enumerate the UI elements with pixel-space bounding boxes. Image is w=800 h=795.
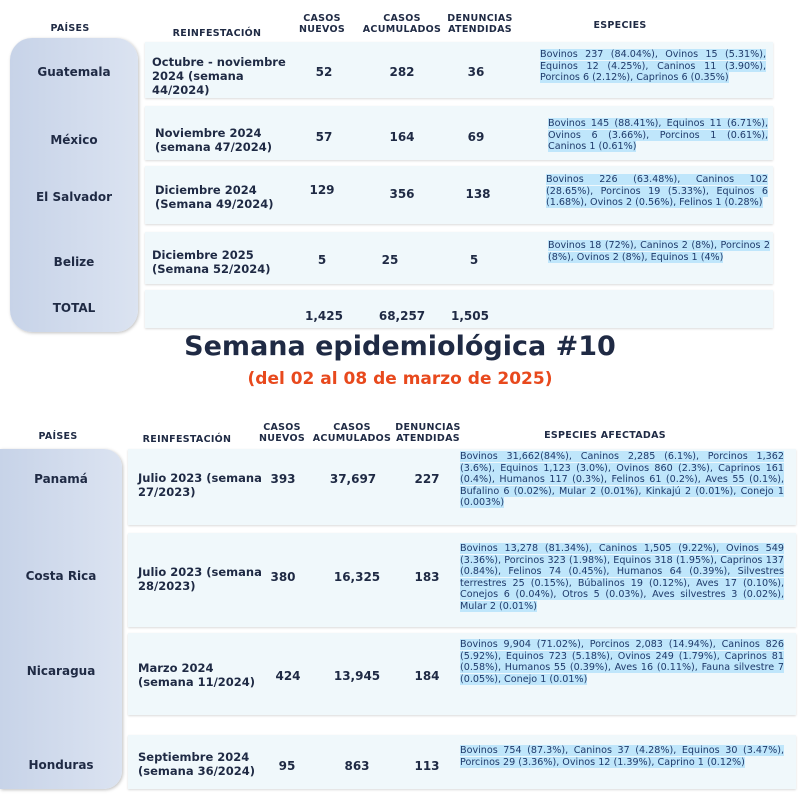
species-list [460, 543, 784, 613]
new-cases: 380 [270, 570, 296, 584]
species-text: Bovinos 13,278 (81.34%), Caninos 1,505 (9.22%), Ovinos 549 (3.36%), Porcinos 323 (1.98%), Equinos 318 (1.95%), Caprinos 137 (0.84%), Felinos 74 (0.45%), Humanos 64 (0.39%), Silvestres terrestres 25 (0.15%), Búbalinos 19 (0.12%), Aves 17 (0.10%), Conejos 6 (0.04%), Otros 5 (0.03%), Aves silvestres 3 (0.02%), Mular 2 (0.01%) [460, 543, 784, 612]
country-name: Honduras [28, 758, 94, 772]
species-text: Bovinos 754 (87.3%), Caninos 37 (4.28%), Equinos 30 (3.47%), Porcinos 29 (3.36%), Ovinos 12 (1.39%), Caprino 1 (0.12%) [460, 745, 784, 768]
total-accumulated-cases: 68,257 [378, 309, 426, 323]
new-cases: 393 [270, 472, 296, 486]
species-list [460, 745, 784, 768]
reinfestation-date: Noviembre 2024 (semana 47/2024) [155, 126, 273, 154]
reinfestation-date: Octubre - noviembre 2024 (semana 44/2024) [152, 55, 286, 97]
reinfestation-date: Julio 2023 (semana 27/2023) [138, 471, 262, 499]
species-list [540, 49, 766, 84]
top-header-acc: CASOS ACUMULADOS [362, 13, 442, 35]
top-header-species: ESPECIES [593, 20, 647, 31]
species-text: Bovinos 237 (84.04%), Ovinos 15 (5.31%), Equinos 12 (4.25%), Caninos 11 (3.90%), Porcinos 6 (2.12%), Caprinos 6 (0.35%) [540, 49, 766, 84]
top-header-country: PAÍSES [50, 23, 90, 34]
new-cases: 57 [315, 130, 333, 144]
accumulated-cases: 25 [381, 253, 399, 267]
species-list [546, 174, 768, 209]
accumulated-cases: 282 [389, 65, 415, 79]
reinfestation-date: Diciembre 2025 (Semana 52/2024) [152, 248, 271, 276]
species-text: Bovinos 18 (72%), Caninos 2 (8%), Porcinos 2 (8%), Ovinos 2 (8%), Equinos 1 (4%) [548, 240, 770, 263]
country-name: Costa Rica [25, 569, 97, 583]
accumulated-cases: 356 [389, 187, 415, 201]
species-list [460, 451, 784, 509]
species-list [548, 240, 770, 263]
bottom-country-band [0, 449, 122, 789]
complaints-attended: 227 [414, 472, 440, 486]
bottom-header-acc: CASOS ACUMULADOS [312, 422, 392, 444]
complaints-attended: 5 [469, 253, 479, 267]
country-name: Belize [53, 255, 95, 269]
total-new-cases: 1,425 [305, 309, 343, 323]
top-header-den: DENUNCIAS ATENDIDAS [447, 13, 513, 35]
new-cases: 129 [309, 183, 335, 197]
reinfestation-date: Marzo 2024 (semana 11/2024) [138, 661, 256, 689]
bottom-header-new: CASOS NUEVOS [258, 422, 306, 444]
page-title: Semana epidemiológica #10 [184, 331, 616, 362]
country-name: Nicaragua [26, 664, 96, 678]
accumulated-cases: 13,945 [333, 669, 381, 683]
complaints-attended: 184 [414, 669, 440, 683]
reinfestation-date: Septiembre 2024 (semana 36/2024) [138, 750, 256, 778]
top-header-reinf: REINFESTACIÓN [172, 28, 262, 39]
new-cases: 5 [317, 253, 327, 267]
species-list [460, 639, 784, 685]
new-cases: 424 [275, 669, 301, 683]
total-complaints-attended: 1,505 [451, 309, 489, 323]
new-cases: 95 [278, 759, 296, 773]
complaints-attended: 183 [414, 570, 440, 584]
country-name: México [50, 133, 98, 147]
reinfestation-date: Julio 2023 (semana 28/2023) [138, 565, 262, 593]
species-text: Bovinos 145 (88.41%), Equinos 11 (6.71%), Ovinos 6 (3.66%), Porcinos 1 (0.61%), Caninos 1 (0.61%) [548, 118, 768, 153]
top-country-band [10, 38, 138, 332]
bottom-header-species: ESPECIES AFECTADAS [544, 430, 666, 441]
accumulated-cases: 164 [389, 130, 415, 144]
bottom-header-den: DENUNCIAS ATENDIDAS [395, 422, 461, 444]
species-text: Bovinos 226 (63.48%), Caninos 102 (28.65%), Porcinos 19 (5.33%), Equinos 6 (1.68%), Ovinos 2 (0.56%), Felinos 1 (0.28%) [546, 174, 768, 209]
complaints-attended: 113 [414, 759, 440, 773]
page-subtitle: (del 02 al 08 de marzo de 2025) [247, 369, 553, 389]
complaints-attended: 69 [467, 130, 485, 144]
accumulated-cases: 37,697 [329, 472, 377, 486]
reinfestation-date: Diciembre 2024 (Semana 49/2024) [155, 183, 274, 211]
total-label: TOTAL [52, 301, 96, 315]
bottom-header-country: PAÍSES [38, 431, 78, 442]
country-name: El Salvador [35, 190, 112, 204]
country-name: Guatemala [37, 65, 111, 79]
accumulated-cases: 16,325 [333, 570, 381, 584]
new-cases: 52 [315, 65, 333, 79]
species-text: Bovinos 31,662(84%), Caninos 2,285 (6.1%), Porcinos 1,362 (3.6%), Equinos 1,123 (3.0%), Ovinos 860 (2.3%), Caprinos 161 (0.4%), Humanos 117 (0.3%), Felinos 61 (0.2%), Aves 55 (0.1%), Bufalino 6 (0.02%), Mular 2 (0.01%), Kinkajú 2 (0.01%), Conejo 1 (0.003%) [460, 451, 784, 509]
species-text: Bovinos 9,904 (71.02%), Porcinos 2,083 (14.94%), Caninos 826 (5.92%), Equinos 723 (5.18%), Ovinos 249 (1.79%), Caprinos 81 (0.58%), Humanos 55 (0.39%), Aves 16 (0.11%), Fauna silvestre 7 (0.05%), Conejo 1 (0.01%) [460, 639, 784, 685]
bottom-header-reinf: REINFESTACIÓN [142, 434, 232, 445]
top-header-new: CASOS NUEVOS [298, 13, 346, 35]
complaints-attended: 36 [467, 65, 485, 79]
complaints-attended: 138 [465, 187, 491, 201]
country-name: Panamá [34, 472, 88, 486]
accumulated-cases: 863 [344, 759, 370, 773]
species-list [548, 118, 768, 153]
